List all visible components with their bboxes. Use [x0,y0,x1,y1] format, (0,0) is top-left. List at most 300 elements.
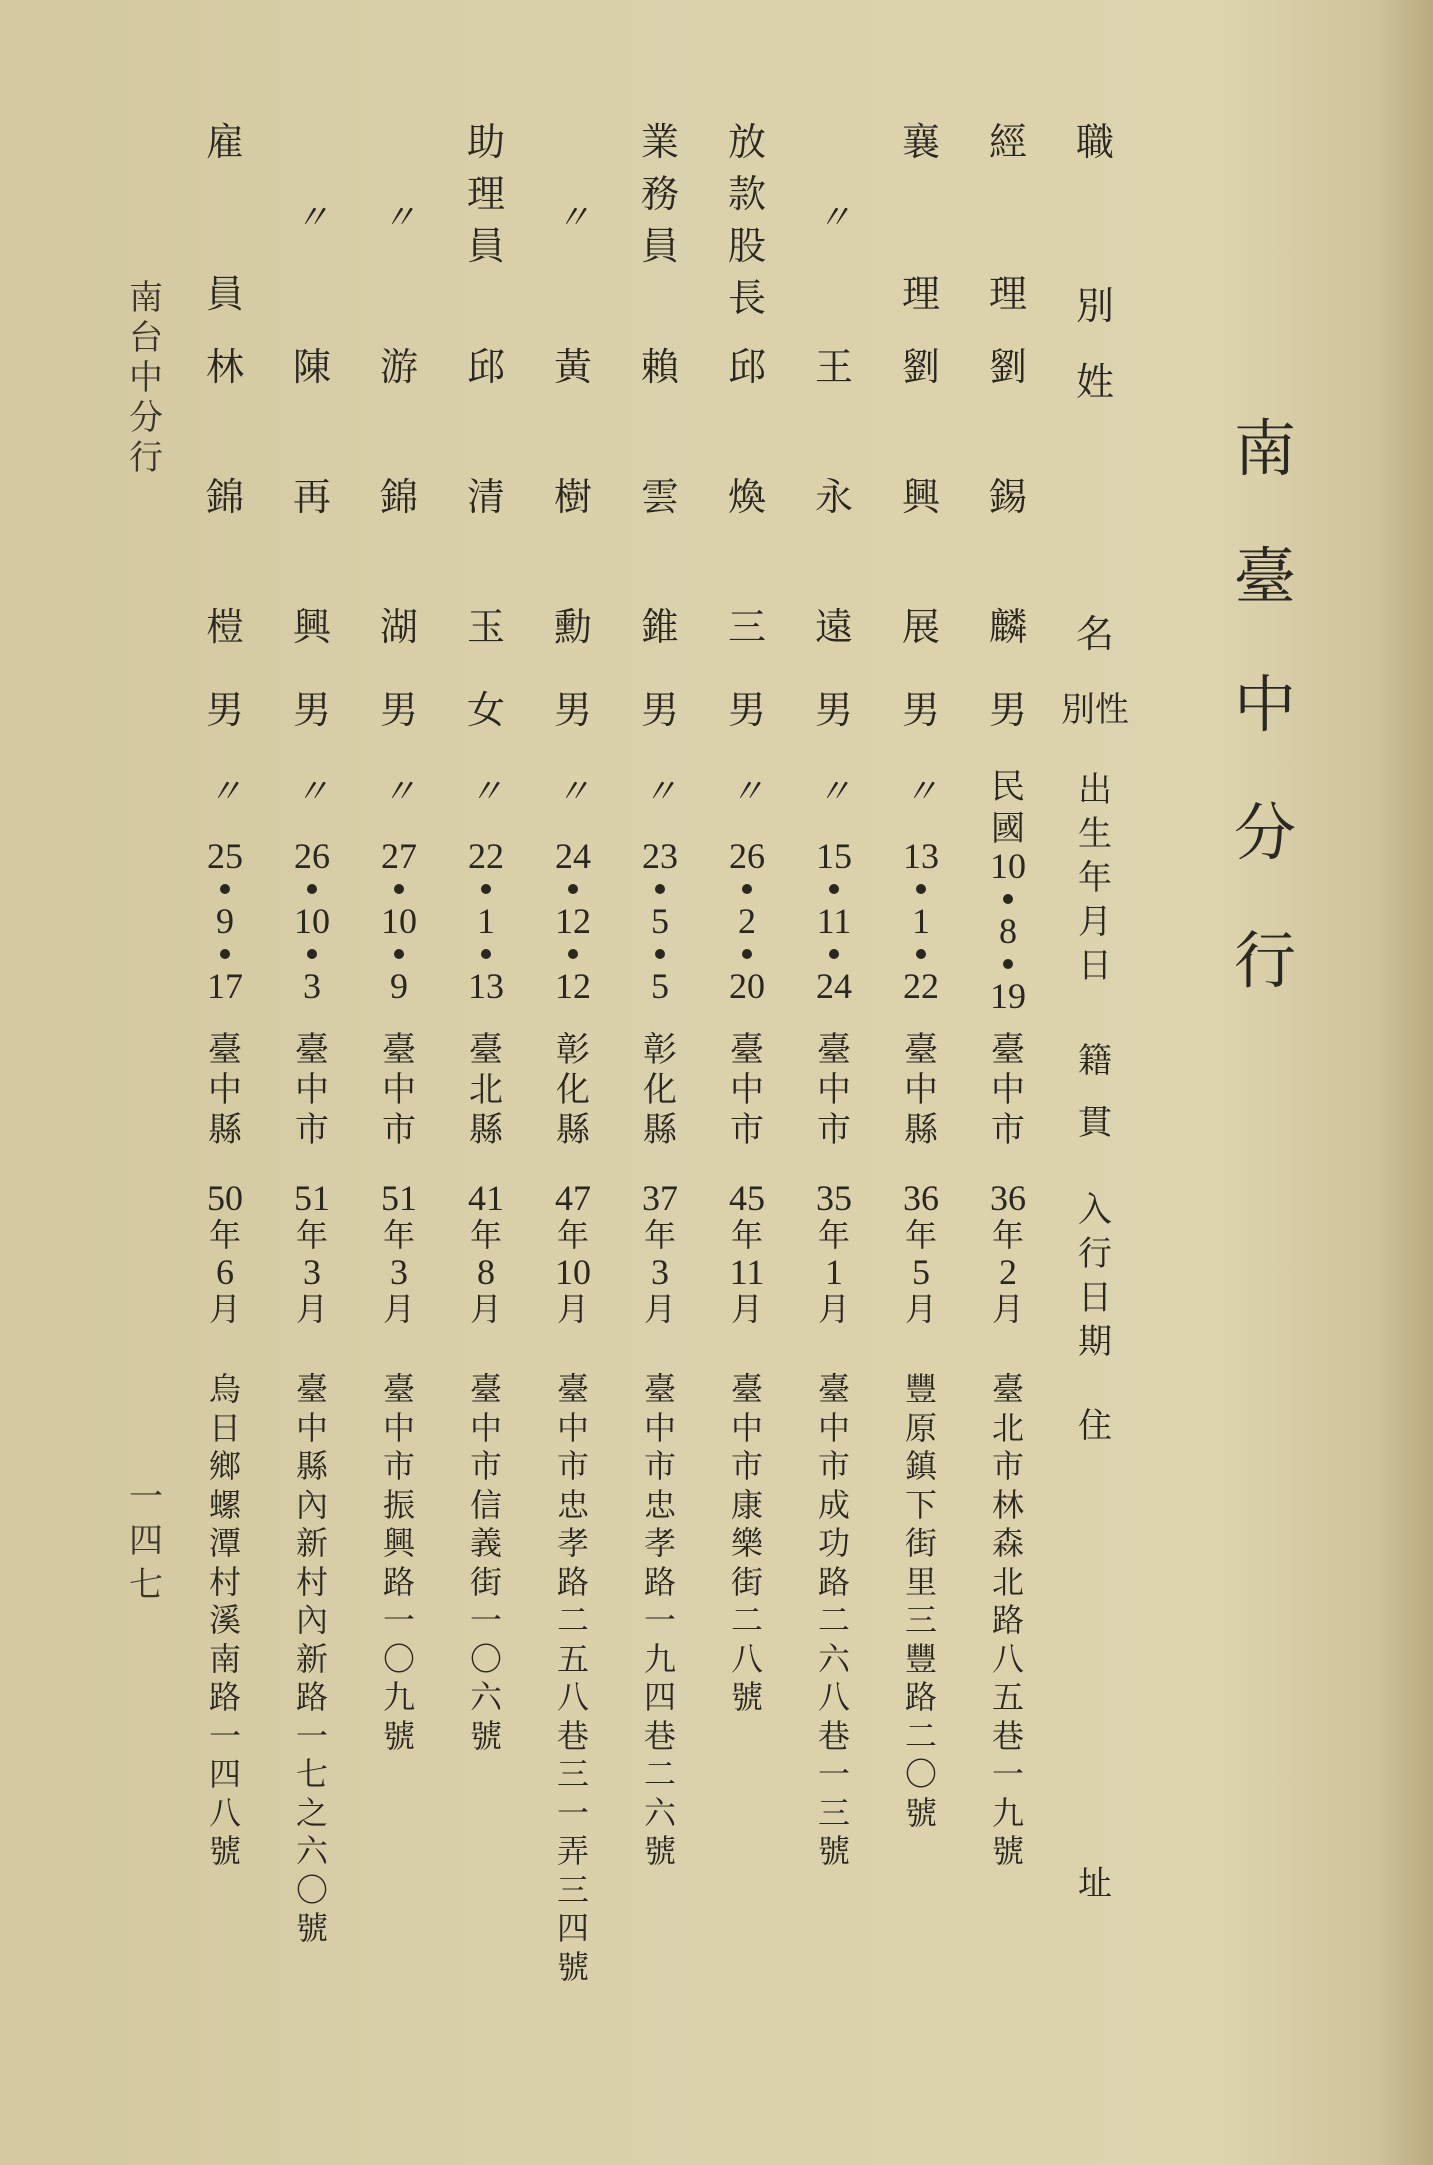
address-char: 中 [556,1408,589,1447]
address-char: 鎮 [904,1447,937,1485]
address-char: 號 [904,1793,937,1832]
position: 務 [640,172,679,216]
address-char: 市 [469,1447,502,1485]
join-char: 月 [643,1290,676,1328]
address-char: 八 [817,1678,850,1716]
native-char: 彰 [556,1030,590,1070]
birth-day: 19 [990,976,1026,1016]
birth-ditto: 〃 [817,773,851,811]
join-char: 月 [817,1290,850,1328]
table-row [804,0,864,2165]
given-name: 再 [292,475,331,519]
address-char: 內 [295,1601,328,1639]
address-char: 信 [469,1485,502,1524]
birth-date [630,836,690,1006]
table-row [369,0,429,2165]
address [282,1370,342,1948]
address-char: 孝 [643,1524,676,1562]
birth-prefix: 國 [991,809,1025,849]
join-month: 11 [729,1252,765,1292]
address-char: 號 [730,1678,763,1716]
birth-day: 22 [903,966,939,1006]
address-char: 臺 [730,1370,763,1408]
address-char: 一 [817,1755,850,1793]
address-char: 市 [730,1447,763,1485]
address-char: 巷 [643,1716,676,1755]
join-date [717,1180,777,1328]
position: 理 [988,272,1027,316]
address-char: 路 [991,1601,1024,1639]
join-date [456,1180,516,1328]
address-char: 五 [991,1678,1024,1716]
birth-month: 9 [216,901,234,941]
native-char: 臺 [208,1030,242,1070]
gender: 男 [640,688,679,732]
join-char: 月 [469,1290,502,1328]
join-char: 年 [817,1216,850,1254]
birth-month: 12 [555,901,591,941]
birth-year: 15 [816,836,852,876]
header-char: 別 [1075,284,1114,328]
birth-ditto: 〃 [295,773,329,811]
surname: 游 [379,345,418,389]
address-char: 臺 [556,1370,589,1408]
join-month: 10 [555,1252,591,1292]
join-year: 51 [294,1178,330,1218]
address-char: 森 [991,1524,1024,1562]
join-year: 45 [729,1178,765,1218]
native-char: 縣 [556,1110,590,1150]
surname: 黃 [553,345,592,389]
address-char: 八 [208,1793,241,1832]
join-char: 年 [382,1216,415,1254]
native-place [804,1030,864,1150]
position: 理 [901,272,940,316]
address [891,1370,951,1832]
join-year: 41 [468,1178,504,1218]
join-char: 年 [991,1216,1024,1254]
page-number-char: 七 [129,1565,163,1605]
address-char: 日 [208,1408,241,1447]
separator-dot [829,949,839,959]
given-name: 湖 [379,605,418,649]
birth-day: 12 [555,966,591,1006]
native-char: 化 [643,1070,677,1110]
join-char: 年 [469,1216,502,1254]
address-char: 三 [556,1870,589,1909]
position-ditto: 〃 [556,199,590,237]
address-char: 路 [208,1678,241,1716]
address [717,1370,777,1717]
address-char: 二 [817,1601,850,1639]
given-name: 錦 [205,475,244,519]
position: 助 [466,120,505,164]
gender: 男 [205,688,244,732]
footer-char: 台 [129,318,163,358]
gender: 男 [814,688,853,732]
address-char: 街 [730,1562,763,1601]
birth-day: 24 [816,966,852,1006]
birth-year: 23 [642,836,678,876]
birth-month: 10 [381,901,417,941]
address-char: 溪 [208,1601,241,1639]
address-char: 林 [991,1485,1024,1524]
position: 員 [466,224,505,268]
birth-day: 5 [651,966,669,1006]
position: 長 [727,276,766,320]
address-char: 成 [817,1485,850,1524]
separator-dot [742,884,752,894]
given-name: 展 [901,605,940,649]
address-char: 號 [817,1832,850,1870]
header-char: 年 [1078,858,1112,898]
address-char: 四 [556,1909,589,1947]
table-row [195,0,255,2165]
join-date [195,1180,255,1328]
address-char: 縣 [295,1447,328,1485]
birth-month: 1 [477,901,495,941]
given-name: 三 [727,605,766,649]
address-char: 九 [991,1793,1024,1832]
birth-ditto: 〃 [730,773,764,811]
footer-char: 中 [129,358,163,398]
birth-day: 17 [207,966,243,1006]
address-char: 巷 [991,1716,1024,1755]
gender: 男 [727,688,766,732]
header-char: 入 [1078,1190,1112,1230]
table-row [978,0,1038,2165]
separator-dot [220,949,230,959]
surname: 王 [814,345,853,389]
address-char: 烏 [208,1370,241,1408]
header-char: 貫 [1078,1103,1112,1143]
position: 襄 [901,120,940,164]
birth-day: 20 [729,966,765,1006]
birth-year: 25 [207,836,243,876]
native-place [978,1030,1038,1150]
surname: 劉 [988,345,1027,389]
address-char: 村 [295,1562,328,1601]
surname: 劉 [901,345,940,389]
birth-day: 9 [390,966,408,1006]
address-char: 街 [469,1562,502,1601]
native-char: 市 [730,1110,764,1150]
address-char: 弄 [556,1832,589,1870]
separator-dot [655,949,665,959]
join-char: 年 [556,1216,589,1254]
address-char: 興 [382,1524,415,1562]
address-char: 南 [208,1639,241,1678]
birth-year: 13 [903,836,939,876]
native-char: 市 [382,1110,416,1150]
gender: 男 [988,688,1027,732]
birth-date [369,836,429,1006]
address-char: 六 [643,1793,676,1832]
native-char: 彰 [643,1030,677,1070]
address-char: 下 [904,1485,937,1524]
address-char: 三 [556,1755,589,1793]
gender: 男 [379,688,418,732]
address-char: 四 [643,1678,676,1716]
address-char: 巷 [556,1716,589,1755]
address-char: 新 [295,1524,328,1562]
header-char: 行 [1078,1234,1112,1274]
address-char: 市 [817,1447,850,1485]
separator-dot [220,884,230,894]
join-char: 月 [382,1290,415,1328]
address [369,1370,429,1755]
birth-year: 26 [729,836,765,876]
address-char: 一 [991,1755,1024,1793]
join-char: 年 [904,1216,937,1254]
separator-dot [742,949,752,959]
join-date [978,1180,1038,1328]
header-position [1065,120,1125,404]
birth-date [717,836,777,1006]
native-char: 中 [382,1070,416,1110]
join-date [282,1180,342,1328]
birth-date [195,836,255,1006]
address-char: 六 [295,1832,328,1870]
address-char: 六 [469,1678,502,1716]
position: 業 [640,120,679,164]
native-char: 市 [295,1110,329,1150]
address-char: 新 [295,1639,328,1678]
native-char: 臺 [817,1030,851,1070]
address-char: 九 [643,1639,676,1678]
birth-ditto: 〃 [904,773,938,811]
given-name: 榿 [205,605,244,649]
header-char: 出 [1078,770,1112,810]
join-year: 36 [903,1178,939,1218]
surname: 邱 [466,345,505,389]
birth-date [891,836,951,1006]
join-char: 月 [991,1290,1024,1328]
position: 員 [205,272,244,316]
position: 雇 [205,120,244,164]
join-month: 3 [651,1252,669,1292]
native-place [717,1030,777,1150]
birth-month: 1 [912,901,930,941]
join-year: 50 [207,1178,243,1218]
address-char: 忠 [556,1485,589,1524]
surname: 林 [205,345,244,389]
table-row [717,0,777,2165]
table-row [456,0,516,2165]
address-char: 二 [643,1755,676,1793]
native-char: 縣 [904,1110,938,1150]
birth-ditto: 〃 [556,773,590,811]
address-char: 村 [208,1562,241,1601]
address-char: 路 [295,1678,328,1716]
address-char: 七 [295,1755,328,1793]
address-char: 號 [556,1947,589,1986]
join-date [543,1180,603,1328]
birth-year: 22 [468,836,504,876]
birth-date [282,836,342,1006]
join-date [804,1180,864,1328]
header-char: 日 [1078,946,1112,986]
birth-day: 3 [303,966,321,1006]
birth-year: 26 [294,836,330,876]
join-month: 3 [303,1252,321,1292]
native-char: 縣 [208,1110,242,1150]
address-char: 巷 [817,1716,850,1755]
join-char: 年 [730,1216,763,1254]
header-char: 姓 [1075,360,1114,404]
address-char: 中 [643,1408,676,1447]
given-name: 遠 [814,605,853,649]
given-name: 樹 [553,475,592,519]
address-char: 內 [295,1485,328,1524]
footer-char: 南 [129,278,163,318]
title-char: 分 [1233,796,1296,869]
address-char: 八 [556,1678,589,1716]
address-char: 市 [991,1447,1024,1485]
address-char: 之 [295,1793,328,1832]
given-name: 勳 [553,605,592,649]
separator-dot [394,884,404,894]
address-char: 臺 [382,1370,415,1408]
separator-dot [568,884,578,894]
header-char: 籍 [1078,1041,1112,1081]
header-gender: 別性 [1061,690,1129,730]
separator-dot [916,949,926,959]
join-month: 5 [912,1252,930,1292]
address-char: 二 [730,1601,763,1639]
birth-year: 24 [555,836,591,876]
branch-footer-label [118,278,174,478]
page-number-char: 一 [129,1477,163,1517]
header-char: 日 [1078,1278,1112,1318]
address-char: 八 [991,1639,1024,1678]
birth-day: 13 [468,966,504,1006]
position: 款 [727,172,766,216]
address-char: 三 [817,1793,850,1832]
surname: 邱 [727,345,766,389]
given-name: 雲 [640,475,679,519]
native-char: 臺 [469,1030,503,1070]
header-char: 月 [1078,902,1112,942]
address-char: 中 [382,1408,415,1447]
join-year: 35 [816,1178,852,1218]
address-char: 螺 [208,1485,241,1524]
join-char: 年 [208,1216,241,1254]
join-month: 6 [216,1252,234,1292]
separator-dot [568,949,578,959]
address [978,1370,1038,1871]
address-char: 豐 [904,1370,937,1408]
footer-char: 分 [129,398,163,438]
join-month: 2 [999,1252,1017,1292]
header-name: 名 [1075,612,1114,656]
birth-ditto: 〃 [643,773,677,811]
address-char: 原 [904,1408,937,1447]
page-title [1225,385,1305,1025]
address-char: 潭 [208,1524,241,1562]
native-char: 臺 [295,1030,329,1070]
header-birth [1065,768,1125,988]
address-char: 功 [817,1524,850,1562]
separator-dot [829,884,839,894]
gender: 男 [292,688,331,732]
position: 理 [466,172,505,216]
birth-date [978,846,1038,1016]
native-char: 中 [208,1070,242,1110]
position: 員 [640,224,679,268]
native-place [456,1030,516,1150]
position: 經 [988,120,1027,164]
address [804,1370,864,1871]
address [195,1370,255,1871]
given-name: 永 [814,475,853,519]
join-char: 月 [295,1290,328,1328]
join-year: 37 [642,1178,678,1218]
address-char: 路 [643,1562,676,1601]
title-char: 中 [1233,668,1296,741]
address-char: 里 [904,1562,937,1601]
header-column [1061,0,1129,2165]
birth-month: 10 [294,901,330,941]
native-place [195,1030,255,1150]
header-address-2: 址 [1078,1864,1112,1904]
address-char: 臺 [469,1370,502,1408]
given-name: 錫 [988,475,1027,519]
address-char: 康 [730,1485,763,1524]
address-char: 市 [643,1447,676,1485]
address-char: 中 [469,1408,502,1447]
position-ditto: 〃 [295,199,329,237]
address-char: 號 [643,1832,676,1870]
native-char: 縣 [469,1110,503,1150]
address-char: 臺 [295,1370,328,1408]
birth-month: 2 [738,901,756,941]
address-char: 忠 [643,1485,676,1524]
address-char: 街 [904,1524,937,1562]
birth-ditto: 〃 [208,773,242,811]
native-char: 臺 [991,1030,1025,1070]
join-date [891,1180,951,1328]
separator-dot [916,884,926,894]
header-join-date [1065,1188,1125,1364]
given-name: 興 [901,475,940,519]
native-char: 化 [556,1070,590,1110]
given-name: 清 [466,475,505,519]
join-date [630,1180,690,1328]
address-char: 中 [730,1408,763,1447]
address-char: 臺 [643,1370,676,1408]
join-month: 1 [825,1252,843,1292]
title-char: 行 [1233,924,1296,997]
birth-date [456,836,516,1006]
native-char: 中 [730,1070,764,1110]
address-char: 〇 [295,1870,328,1909]
address-char: 臺 [817,1370,850,1408]
address-char: 路 [904,1678,937,1716]
address-char: 市 [382,1447,415,1485]
position-ditto: 〃 [382,199,416,237]
table-row [543,0,603,2165]
address-char: 北 [991,1408,1024,1447]
address [543,1370,603,1986]
birth-month: 8 [999,911,1017,951]
join-char: 月 [556,1290,589,1328]
gender: 女 [466,688,505,732]
address-char: 路 [817,1562,850,1601]
join-date [369,1180,429,1328]
header-char: 職 [1075,120,1114,164]
address [456,1370,516,1755]
